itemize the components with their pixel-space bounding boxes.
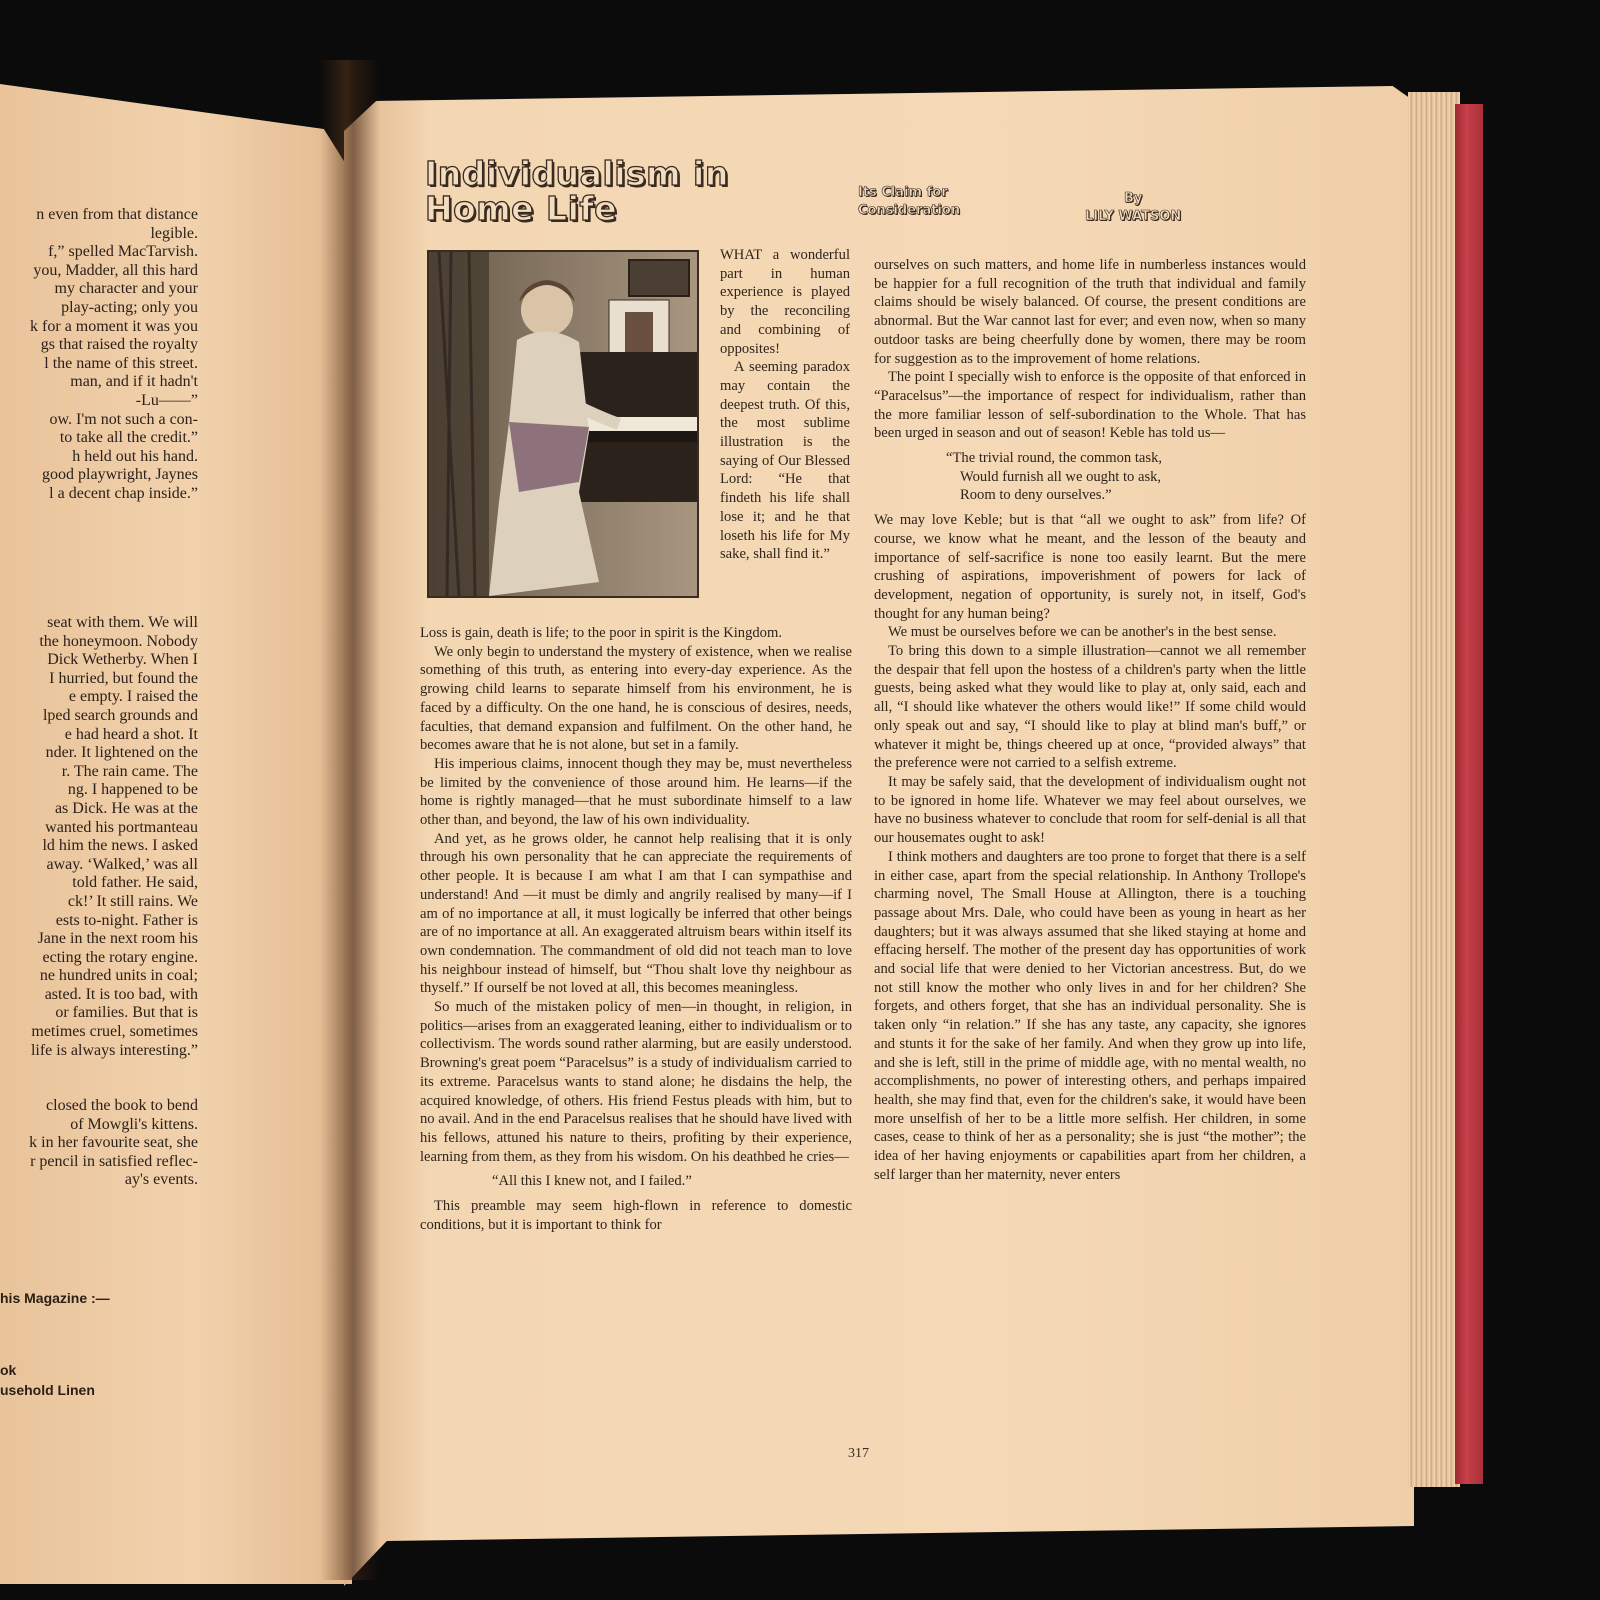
paragraph: WHAT a wonderful part in human experience is played by the reconciling and combining of opposites! (720, 247, 850, 357)
paragraph: We may love Keble; but is that “all we ought to ask” from life? Of course, we know what he meant, and the lesson of the beauty and importance of self-sacrifice is none too easily learnt. But the mere crushing of aspirations, impoverishment of powers for lack of development, negation of opportunity, is surely not, in itself, God's thought for any human being? (874, 512, 1306, 622)
text-line: told father. He said, (72, 874, 198, 892)
byline-author: LILY WATSON (1085, 209, 1182, 224)
verse-line: Would furnish all we ought to ask, (960, 468, 1162, 485)
subtitle-line: Consideration (858, 203, 961, 218)
paragraph: We only begin to understand the mystery of existence, when we realise something of this truth, as entering into every-day experience. As the growing child learns to separate himself from his environment, he is faced by a difficulty. On the one hand, he is conscious of desires, needs, faculties, that demand expansion and fulfilment. On the other hand, he becomes aware that he is not alone, but set in a family. (420, 643, 852, 754)
title-line: Home Life (425, 189, 618, 228)
text-line: seat with them. We will (47, 614, 198, 631)
title-line: Individualism in (425, 154, 729, 193)
subtitle-line: Its Claim for (858, 185, 948, 200)
text-line: ow. I'm not such a con- (49, 410, 198, 428)
text-line: h held out his hand. (72, 447, 198, 465)
advert-line: his Magazine :— (0, 1290, 110, 1306)
text-line: ecting the rotary engine. (42, 948, 198, 966)
text-line: gs that raised the royalty (40, 336, 198, 354)
text-line: closed the book to bend (46, 1097, 198, 1114)
text-line: n even from that distance (36, 206, 198, 223)
paragraph: And yet, as he grows older, he cannot help realising that it is only through his own personality that he can appreciate the requirements of other people. It is because I am what I am that I can sympathise and understand! And —it must be dimly and angrily realised by many—if I am of no importance at all, it must logically be inferred that other beings are of no importance at all. An exaggerated altruism bears within itself its own condemnation. The commandment of old did not teach man to love his neighbour instead of himself, but “Thou shalt love thy neighbour as thyself.” If ourself be not loved at all, this becomes meaningless. (420, 830, 852, 997)
text-line: f,” spelled MacTarvish. (48, 243, 198, 261)
left-page-text-middle (0, 614, 198, 1060)
article-column-right (874, 256, 1306, 1184)
text-line: you, Madder, all this hard (33, 261, 198, 279)
paragraph: So much of the mistaken policy of men—in thought, in religion, in politics—arises from an exaggerated leaning, either to individualism or to collectivism. The words sound rather alarming, but are easily understood. Browning's great poem “Paracelsus” is a study of individualism carried to its extreme. Paracelsus wants to stand alone; he disdains the help, the acquired knowledge, of others. His friend Festus pleads with him, but to no avail. And in the end Paracelsus realises that he should have lived with his fellows, attuned his nature to theirs, profiting by their experience, learning from them, as they from his wisdom. On his deathbed he cries— (420, 999, 852, 1165)
text-line: of Mowgli's kittens. (70, 1115, 198, 1133)
text-line: metimes cruel, sometimes (31, 1023, 198, 1041)
text-line: Dick Wetherby. When I (47, 651, 198, 669)
text-line: l a decent chap inside.” (49, 484, 198, 502)
text-line: to take all the credit.” (59, 429, 198, 447)
text-line: e had heard a shot. It (64, 725, 198, 743)
quotation: “All this I knew not, and I failed.” (492, 1173, 692, 1190)
text-line: life is always interesting.” (30, 1041, 198, 1059)
text-line: l the name of this street. (44, 354, 198, 372)
text-line: legible. (150, 224, 198, 242)
advert-line: ok (0, 1362, 17, 1378)
text-line: I hurried, but found the (49, 669, 198, 687)
paragraph: ourselves on such matters, and home life in numberless instances would be happier for a full recognition of the truth that individual and family claims should be wisely balanced. Of course, the present conditions are abnormal. But the War cannot last for ever; and even now, when so many outdoor tasks are being cheerfully done by women, there may be room for suggestion as to the improvement of home relations. (874, 257, 1306, 367)
text-line: lped search grounds and (42, 706, 198, 724)
byline-by: By (1123, 191, 1143, 206)
text-line: k for a moment it was you (30, 317, 198, 335)
text-line: ne hundred units in coal; (39, 967, 198, 985)
paragraph: I think mothers and daughters are too prone to forget that there is a self in either case, apart from the special relationship. In Anthony Trollope's charming novel, The Small House at Allington, there is a touching passage about Mrs. Dale, who could have been as young in heart as her daughters; but it was always assumed that she liked staying at home and effacing herself. The mother of the present day has opportunities of work and social life that were denied to her Victorian ancestress. But, do we not still know the mother who only lives in and for her children? She forgets, and others forget, that she has an individual personality. She is taken only “in relation.” If she has any taste, any capacity, she ignores and stunts it for the sake of her family. And when they grow up into life, and she is left, still in the prime of middle age, with no mental wealth, no accomplishments, no power of interesting others, and perhaps impaired health, she may find that, even for the children's sake, it would have been more unselfish of her to be a little more selfish. Her children, in some cases, cease to think of her as a personality; she is just “the mother”; the idea of her having enjoyments or capabilities apart from her children, a self larger than her maternity, never enters (874, 848, 1306, 1183)
paragraph: To bring this down to a simple illustration—cannot we all remember the despair that fell upon the hostess of a children's party when the little guests, being asked what they would like to play at, only said, each and all, “I should like whatever the others would like!” If some child would only speak out and say, “I should like to play at blind man's buff,” or whatever it might be, things cheered up at once, “provided always” that the preference were not carried to a selfish extreme. (874, 643, 1306, 772)
paragraph: His imperious claims, innocent though they may be, must nevertheless be limited by the convenience of those around him. He learns—if the home is rightly managed—that he must subordinate himself to a law other than, and beyond, the law of his own individuality. (420, 755, 852, 829)
byline (1085, 190, 1181, 226)
verse-line: Room to deny ourselves.” (960, 487, 1112, 504)
paragraph: The point I specially wish to enforce is the opposite of that enforced in “Paracelsus”—the importance of respect for individualism, rather than the more familiar lesson of self-subordination to the Whole. That has been urged in season and out of season! Keble has told us— (874, 369, 1306, 442)
text-line: ck!’ It still rains. We (67, 892, 198, 910)
text-line: k in her favourite seat, she (29, 1134, 198, 1152)
paragraph: Loss is gain, death is life; to the poor in spirit is the Kingdom. (420, 625, 782, 641)
article-title (425, 156, 729, 226)
left-page-advert (0, 1290, 110, 1398)
paragraph: A seeming paradox may contain the deepest truth. Of this, the most sublime illustration is the saying of Our Blessed Lord: “He that findeth his life shall lose it; and he that loseth his life for My sake, shall find it.” (720, 359, 850, 563)
text-line: as Dick. He was at the (54, 799, 198, 817)
paragraph: We must be ourselves before we can be another's in the best sense. (888, 624, 1277, 641)
text-line: man, and if it hadn't (70, 373, 198, 391)
text-line: ay's events. (124, 1171, 198, 1189)
text-line: r. The rain came. The (61, 762, 198, 780)
text-line: my character and your (54, 280, 198, 298)
text-line: nder. It lightened on the (45, 744, 198, 762)
text-line: away. ‘Walked,’ was all (46, 855, 198, 873)
advert-line: usehold Linen (0, 1382, 95, 1398)
article-column-wrap (720, 246, 850, 564)
text-line: play-acting; only you (61, 298, 198, 316)
text-line: asted. It is too bad, with (44, 985, 198, 1003)
page-number: 317 (848, 1446, 869, 1461)
article-subtitle (858, 184, 960, 220)
paragraph: It may be safely said, that the development of individualism ought not to be ignored in home life. Whatever we may feel about ourselves, we have no business whatever to conclude that room for self-denial is all that our housemates ought to ask! (874, 773, 1306, 847)
book-gutter (320, 60, 380, 1580)
text-line: r pencil in satisfied reflec- (30, 1152, 198, 1170)
text-line: the honeymoon. Nobody (39, 632, 198, 650)
text-line: wanted his portmanteau (45, 818, 198, 836)
text-line: good playwright, Jaynes (42, 466, 198, 484)
left-page-text-bottom (0, 1097, 198, 1190)
text-line: e empty. I raised the (68, 688, 198, 706)
text-line: ng. I happened to be (67, 781, 198, 799)
text-line: ests to-night. Father is (55, 911, 198, 929)
text-line: ld him the news. I asked (42, 837, 198, 855)
paragraph: This preamble may seem high-flown in reference to domestic conditions, but it is important to think for (420, 1198, 852, 1233)
text-line: Jane in the next room his (37, 930, 198, 948)
page-edges (1408, 92, 1460, 1487)
text-line: or families. But that is (55, 1004, 198, 1022)
verse-line: “The trivial round, the common task, (946, 450, 1163, 467)
keble-verse (946, 449, 1306, 505)
text-line: -Lu——” (135, 391, 198, 409)
article-column-left (420, 624, 852, 1235)
illustration-woman-at-piano (427, 250, 699, 598)
left-page-text-top (0, 206, 198, 504)
book-cover-edge (1455, 104, 1483, 1484)
